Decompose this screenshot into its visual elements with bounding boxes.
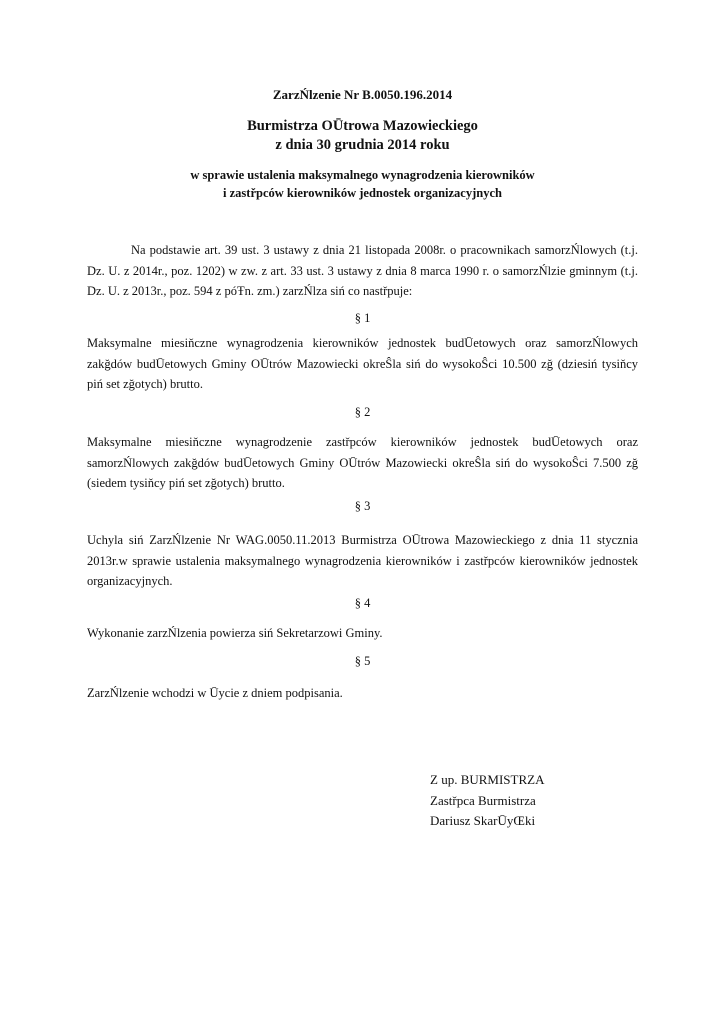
section-2-text: Maksymalne miesiňczne wynagrodzenie zastřpców kierowników jednostek budŪetowych oraz samorzŃlowych zakğdów budŪetowych Gminy OŪtrów Mazowiecki okreŜla siń do wysokoŜci 7.500 zğ (siedem tysiňcy piń set zğotych) brutto. <box>87 435 638 490</box>
document-title: ZarzŃlzenie Nr B.0050.196.2014 <box>272 87 453 102</box>
section-2-mark: § 2 <box>354 405 371 419</box>
section-1-text: Maksymalne miesiňczne wynagrodzenia kierowników jednostek budŪetowych oraz samorzŃlowych zakğdów budŪetowych Gminy OŪtrów Mazowiecki okreŜla siń do wysokoŜci 10.500 zğ (dziesiń tysiňcy piń set zğotych) brutto. <box>87 336 638 391</box>
subject-line-2: i zastřpców kierowników jednostek organizacyjnych <box>223 186 502 200</box>
document-date: z dnia 30 grudnia 2014 roku <box>275 137 450 153</box>
section-4-text: Wykonanie zarzŃlzenia powierza siń Sekretarzowi Gminy. <box>87 626 383 640</box>
section-3-text: Uchyla siń ZarzŃlzenie Nr WAG.0050.11.2013 Burmistrza OŪtrowa Mazowieckiego z dnia 11 stycznia 2013r.w sprawie ustalenia maksymalnego wynagrodzenia kierowników i zastřpców kierowników jednostek organizacyjnych. <box>87 533 638 588</box>
issuing-authority: Burmistrza OŪtrowa Mazowieckiego <box>247 118 478 134</box>
signature-role: Zastřpca Burmistrza <box>430 793 536 808</box>
signatory-name: Dariusz SkarŪyŒki <box>430 813 536 828</box>
section-4-mark: § 4 <box>354 596 371 610</box>
section-3-mark: § 3 <box>354 499 371 513</box>
section-1-mark: § 1 <box>354 311 371 325</box>
section-5-mark: § 5 <box>354 654 371 668</box>
section-5-text: ZarzŃlzenie wchodzi w Ūycie z dniem podpisania. <box>87 686 343 700</box>
legal-basis-paragraph: Na podstawie art. 39 ust. 3 ustawy z dnia 21 listopada 2008r. o pracownikach samorzŃlowych (t.j. Dz. U. z 2014r., poz. 1202) w zw. z art. 33 ust. 3 ustawy z dnia 8 marca 1990 r. o samorzŃlzie gminnym (t.j. Dz. U. z 2013r., poz. 594 z póŦn. zm.) zarzŃlza siń co nastřpuje: <box>87 243 638 298</box>
subject-line-1: w sprawie ustalenia maksymalnego wynagrodzenia kierowników <box>190 168 535 182</box>
signature-line-1: Z up. BURMISTRZA <box>430 772 545 787</box>
